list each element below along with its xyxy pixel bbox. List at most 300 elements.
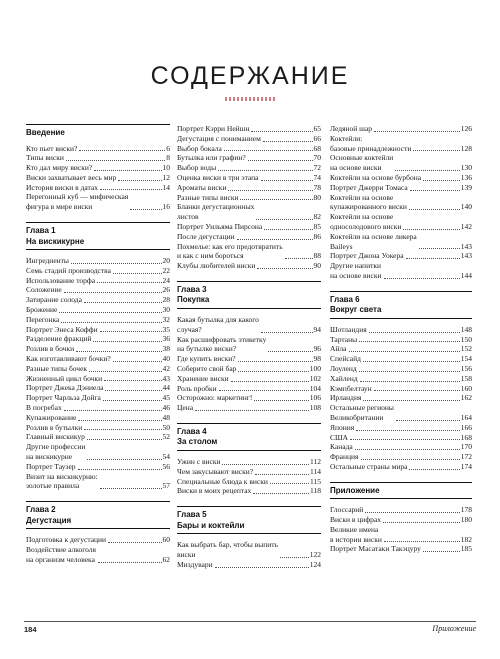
toc-entry[interactable] bbox=[330, 153, 472, 173]
toc-entry[interactable] bbox=[330, 423, 472, 433]
toc-entry[interactable] bbox=[177, 183, 321, 193]
dot-leader bbox=[261, 180, 313, 181]
toc-entry-page: 88 bbox=[313, 251, 321, 261]
toc-entry-title: Бланки дегустационных листов bbox=[177, 202, 255, 222]
toc-entry-title: В погребах bbox=[26, 403, 62, 413]
toc-entry[interactable] bbox=[177, 153, 321, 163]
dot-leader bbox=[263, 141, 313, 142]
toc-entry[interactable] bbox=[26, 364, 170, 374]
section-heading: Приложение bbox=[330, 482, 472, 500]
toc-entry-page: 20 bbox=[162, 256, 170, 266]
toc-entry[interactable] bbox=[26, 315, 170, 325]
toc-entry[interactable] bbox=[330, 183, 472, 193]
toc-entry[interactable] bbox=[330, 384, 472, 394]
toc-entry-page: 144 bbox=[460, 270, 472, 280]
dot-leader bbox=[64, 410, 162, 411]
toc-entry-title: Розлив в бутылки bbox=[26, 422, 83, 432]
toc-entry[interactable] bbox=[26, 183, 170, 193]
toc-entry[interactable] bbox=[330, 134, 472, 154]
toc-entry[interactable] bbox=[177, 124, 321, 134]
toc-entry[interactable] bbox=[177, 364, 321, 374]
dot-leader bbox=[76, 351, 161, 352]
toc-entry[interactable] bbox=[26, 334, 170, 344]
dot-leader bbox=[87, 459, 161, 460]
dot-leader bbox=[113, 361, 162, 362]
toc-entry-title: Хранение виски bbox=[177, 373, 229, 383]
dot-leader bbox=[355, 449, 460, 450]
toc-entry-title: Цена bbox=[177, 403, 194, 413]
toc-entry[interactable] bbox=[330, 403, 472, 423]
toc-entry-title: Остальные регионы Великобритании bbox=[330, 403, 394, 422]
toc-entry[interactable] bbox=[26, 403, 170, 413]
toc-entry-page: 124 bbox=[309, 559, 321, 569]
toc-entry-page: 130 bbox=[460, 163, 472, 173]
toc-entry-page: 102 bbox=[309, 373, 321, 383]
toc-entry-title: Хайленд bbox=[330, 373, 358, 383]
toc-entry-title: Шотландия bbox=[330, 324, 367, 334]
toc-entry-title: Виски в моих рецептах bbox=[177, 486, 252, 496]
toc-entry-page: 168 bbox=[460, 432, 472, 442]
toc-entry-page: 38 bbox=[162, 344, 170, 354]
toc-entry-title: Портрет Кэрри Нейшн bbox=[177, 124, 250, 133]
toc-entry-title: Лоуленд bbox=[330, 363, 357, 373]
toc-entry[interactable] bbox=[26, 325, 170, 335]
toc-entry-title: Коктейли на основе ликера Baileys bbox=[330, 231, 417, 251]
toc-entry-page: 94 bbox=[313, 324, 321, 334]
toc-entry-title: Коктейли на основе бурбона bbox=[330, 172, 422, 182]
toc-entry[interactable] bbox=[177, 393, 321, 403]
toc-entry[interactable] bbox=[26, 173, 170, 183]
toc-entry-title: Ужин с виски bbox=[177, 456, 221, 466]
dot-leader bbox=[78, 420, 161, 421]
dot-leader bbox=[384, 541, 460, 542]
toc-entry[interactable] bbox=[26, 432, 170, 442]
toc-entry-title: Портрет Таузер bbox=[26, 461, 76, 471]
toc-entry[interactable] bbox=[177, 144, 321, 154]
toc-entry[interactable] bbox=[330, 193, 472, 213]
toc-entry[interactable] bbox=[26, 256, 170, 266]
toc-entry-title: Воздействие алкоголя на организм человека bbox=[26, 545, 96, 564]
dot-leader bbox=[113, 273, 162, 274]
toc-entry-title: Кто пьет виски? bbox=[26, 143, 78, 153]
toc-entry-page: 36 bbox=[162, 334, 170, 344]
section-heading: Глава 5 bbox=[177, 506, 321, 521]
dot-leader bbox=[87, 439, 162, 440]
dot-leader bbox=[97, 282, 161, 283]
dot-leader bbox=[240, 199, 312, 200]
toc-entry[interactable] bbox=[177, 202, 321, 222]
toc-entry[interactable] bbox=[26, 305, 170, 315]
toc-entry-title: Как расшифровать этикетку на бутылке виски? bbox=[177, 334, 267, 354]
toc-entry-title: Коктейли на основе купажированного виски bbox=[330, 192, 407, 212]
toc-entry-page: 178 bbox=[460, 505, 472, 515]
dot-leader bbox=[264, 229, 312, 230]
toc-entry-title: Основные коктейли на основе виски bbox=[330, 153, 394, 173]
dot-leader bbox=[410, 190, 460, 191]
dot-leader bbox=[256, 219, 312, 220]
toc-entry[interactable] bbox=[330, 325, 472, 335]
toc-entry-title: Специальные блюда к виски bbox=[177, 476, 268, 486]
dot-leader bbox=[219, 390, 309, 391]
dot-leader bbox=[383, 522, 460, 523]
toc-entry[interactable] bbox=[330, 344, 472, 354]
toc-entry[interactable] bbox=[26, 374, 170, 384]
toc-entry-page: 139 bbox=[460, 182, 472, 192]
toc-entry-page: 48 bbox=[162, 412, 170, 422]
dot-leader bbox=[413, 150, 459, 151]
toc-entry-page: 96 bbox=[313, 344, 321, 354]
toc-entry-page: 14 bbox=[162, 182, 170, 192]
dot-leader bbox=[254, 400, 308, 401]
toc-entry-page: 72 bbox=[313, 163, 321, 173]
dot-leader bbox=[238, 361, 313, 362]
dot-leader bbox=[89, 371, 161, 372]
toc-entry[interactable] bbox=[26, 285, 170, 295]
toc-entry-title: Визит на вискикурню: золотые правила bbox=[26, 471, 98, 491]
dot-leader bbox=[237, 239, 313, 240]
toc-entry[interactable] bbox=[330, 462, 472, 472]
toc-entry[interactable] bbox=[26, 163, 170, 173]
toc-entry[interactable] bbox=[177, 315, 321, 335]
toc-entry-page: 108 bbox=[309, 403, 321, 413]
toc-entry[interactable] bbox=[26, 472, 170, 492]
toc-entry-page: 128 bbox=[460, 143, 472, 153]
dot-leader bbox=[363, 400, 459, 401]
section-heading: Бары и коктейли bbox=[177, 521, 321, 535]
section-heading: На вискикурне bbox=[26, 237, 170, 251]
toc-entry-page: 152 bbox=[460, 344, 472, 354]
toc-entry[interactable] bbox=[177, 193, 321, 203]
toc-entry-page: 115 bbox=[310, 476, 321, 486]
toc-entry[interactable] bbox=[177, 384, 321, 394]
section-heading: Глава 6 bbox=[330, 291, 472, 306]
toc-entry-page: 182 bbox=[460, 534, 472, 544]
section-heading: Введение bbox=[26, 124, 170, 139]
toc-entry[interactable] bbox=[26, 545, 170, 565]
toc-entry-page: 46 bbox=[162, 403, 170, 413]
toc-entry-title: Жизненный цикл бочки bbox=[26, 373, 103, 383]
toc-entry-page: 170 bbox=[460, 442, 472, 452]
dot-leader bbox=[118, 180, 161, 181]
dot-leader bbox=[108, 542, 161, 543]
section-heading: Дегустация bbox=[26, 516, 170, 530]
toc-entry[interactable] bbox=[26, 295, 170, 305]
section-heading: Вокруг света bbox=[330, 305, 472, 319]
toc-entry[interactable] bbox=[26, 383, 170, 393]
dot-leader bbox=[94, 170, 161, 171]
dot-leader bbox=[374, 131, 460, 132]
toc-entry-title: Кто дал миру виски? bbox=[26, 163, 93, 173]
toc-entry-page: 62 bbox=[162, 554, 170, 564]
toc-entry-page: 142 bbox=[460, 221, 472, 231]
toc-entry[interactable] bbox=[177, 242, 321, 262]
dot-leader bbox=[270, 483, 309, 484]
toc-entry-page: 156 bbox=[460, 363, 472, 373]
dot-leader bbox=[71, 263, 162, 264]
section-heading: Глава 1 bbox=[26, 222, 170, 237]
dot-leader bbox=[365, 512, 459, 513]
dot-leader bbox=[406, 258, 460, 259]
toc-entry[interactable] bbox=[26, 442, 170, 462]
toc-entry[interactable] bbox=[177, 540, 321, 560]
toc-entry[interactable] bbox=[330, 442, 472, 452]
toc-entry-page: 104 bbox=[309, 383, 321, 393]
toc-entry-page: 85 bbox=[313, 221, 321, 231]
dot-leader bbox=[64, 292, 162, 293]
dot-leader bbox=[369, 332, 460, 333]
toc-entry-page: 160 bbox=[460, 383, 472, 393]
toc-entry-title: Канада bbox=[330, 442, 353, 452]
dot-leader bbox=[231, 381, 309, 382]
toc-entry[interactable] bbox=[177, 261, 321, 271]
toc-entry[interactable] bbox=[26, 413, 170, 423]
page-number: 184 bbox=[24, 625, 37, 634]
toc-entry[interactable] bbox=[26, 144, 170, 154]
dot-leader bbox=[419, 248, 460, 249]
toc-entry-page: 172 bbox=[460, 452, 472, 462]
toc-entry[interactable] bbox=[177, 467, 321, 477]
toc-entry-page: 43 bbox=[162, 373, 170, 383]
dot-leader bbox=[255, 474, 309, 475]
toc-entry[interactable] bbox=[177, 477, 321, 487]
toc-entry-title: Осторожно: маркетинг! bbox=[177, 393, 253, 403]
toc-entry-page: 32 bbox=[162, 314, 170, 324]
toc-entry-page: 90 bbox=[313, 261, 321, 271]
dot-leader bbox=[360, 381, 460, 382]
toc-entry-title: Портрет Джерри Томаса bbox=[330, 182, 408, 192]
toc-entry-page: 56 bbox=[162, 461, 170, 471]
toc-entry-title: Портрет Уильяма Пирсона bbox=[177, 221, 263, 231]
dot-leader bbox=[257, 268, 312, 269]
toc-entry-page: 185 bbox=[460, 544, 472, 554]
toc-entry[interactable] bbox=[330, 354, 472, 364]
toc-entry[interactable] bbox=[177, 560, 321, 570]
dot-leader bbox=[253, 493, 309, 494]
toc-entry-page: 6 bbox=[166, 143, 170, 153]
toc-entry[interactable] bbox=[177, 134, 321, 144]
toc-entry-title: Разные типы бочек bbox=[26, 363, 88, 373]
toc-entry[interactable] bbox=[177, 173, 321, 183]
toc-entry-page: 106 bbox=[309, 393, 321, 403]
toc-entry-page: 44 bbox=[162, 383, 170, 393]
toc-entry[interactable] bbox=[177, 457, 321, 467]
toc-entry[interactable] bbox=[330, 261, 472, 281]
toc-entry[interactable] bbox=[26, 276, 170, 286]
toc-entry[interactable] bbox=[26, 153, 170, 163]
dot-leader bbox=[79, 150, 165, 151]
toc-column-3 bbox=[330, 124, 472, 554]
toc-entry-title: Главный вискикур bbox=[26, 432, 85, 442]
toc-entry-page: 45 bbox=[162, 393, 170, 403]
toc-entry-title: Оценка виски в три этапа bbox=[177, 172, 259, 182]
toc-entry[interactable] bbox=[330, 525, 472, 545]
toc-entry-title: Разные типы виски bbox=[177, 192, 239, 202]
toc-entry-page: 150 bbox=[460, 334, 472, 344]
toc-entry-title: Другие профессии на вискикурне bbox=[26, 442, 86, 462]
toc-entry[interactable] bbox=[177, 232, 321, 242]
toc-entry-page: 78 bbox=[313, 182, 321, 192]
dot-leader bbox=[396, 420, 460, 421]
toc-entry[interactable] bbox=[330, 173, 472, 183]
toc-entry-title: Как изготавливают бочки? bbox=[26, 354, 111, 364]
toc-entry-title: Где купить виски? bbox=[177, 354, 236, 364]
toc-entry-page: 180 bbox=[460, 515, 472, 524]
dot-leader bbox=[238, 371, 308, 372]
dot-leader bbox=[280, 557, 309, 558]
toc-entry-title: Типы виски bbox=[26, 153, 64, 163]
dot-leader bbox=[78, 469, 162, 470]
toc-entry-title: Соложение bbox=[26, 285, 62, 295]
toc-entry-page: 16 bbox=[162, 202, 170, 212]
toc-entry[interactable] bbox=[177, 335, 321, 355]
toc-entry-title: Брожение bbox=[26, 305, 58, 315]
toc-entry-page: 82 bbox=[313, 212, 321, 222]
toc-entry-page: 122 bbox=[309, 549, 321, 559]
dot-leader bbox=[423, 180, 460, 181]
toc-entry-page: 50 bbox=[162, 422, 170, 432]
toc-entry-page: 40 bbox=[162, 354, 170, 364]
toc-entry-title: Тартаны bbox=[330, 334, 358, 344]
dot-leader bbox=[361, 459, 460, 460]
dot-leader bbox=[409, 469, 459, 470]
dot-leader bbox=[100, 189, 162, 190]
toc-entry[interactable] bbox=[26, 535, 170, 545]
toc-entry[interactable] bbox=[177, 374, 321, 384]
toc-entry[interactable] bbox=[26, 393, 170, 403]
toc-entry-title: Другие напитки на основе виски bbox=[330, 261, 382, 280]
dot-leader bbox=[228, 190, 312, 191]
toc-entry-page: 66 bbox=[313, 133, 321, 143]
toc-entry-title: Чем закусывают виски? bbox=[177, 466, 254, 476]
toc-entry-page: 30 bbox=[162, 305, 170, 315]
toc-entry-title: Портрет Чарльза Дойга bbox=[26, 393, 101, 403]
toc-entry-title: Коктейли на основе односолодового виски bbox=[330, 212, 402, 231]
toc-entry-title: Ароматы виски bbox=[177, 182, 227, 192]
dot-leader bbox=[350, 439, 460, 440]
toc-entry-page: 54 bbox=[162, 452, 170, 462]
toc-entry[interactable] bbox=[330, 251, 472, 261]
dot-leader bbox=[84, 302, 162, 303]
dot-leader bbox=[103, 400, 162, 401]
toc-entry[interactable] bbox=[26, 344, 170, 354]
dot-leader bbox=[100, 488, 162, 489]
toc-entry-page: 162 bbox=[460, 393, 472, 403]
toc-entry[interactable] bbox=[330, 544, 472, 554]
toc-entry[interactable] bbox=[330, 212, 472, 232]
dot-leader bbox=[130, 209, 161, 210]
toc-entry-title: Бутылка или графин? bbox=[177, 153, 246, 163]
toc-column-1 bbox=[26, 124, 170, 565]
toc-entry[interactable] bbox=[330, 232, 472, 252]
toc-entry-title: Глоссарий bbox=[330, 505, 364, 515]
dot-leader bbox=[66, 160, 165, 161]
toc-entry-title: Соберите свой бар bbox=[177, 363, 237, 373]
dot-leader bbox=[395, 170, 460, 171]
dot-leader bbox=[363, 361, 460, 362]
toc-entry-page: 126 bbox=[460, 124, 472, 133]
toc-entry-title: Как выбрать бар, чтобы выпить виски bbox=[177, 540, 278, 559]
toc-entry-page: 143 bbox=[460, 251, 472, 261]
toc-entry-page: 112 bbox=[310, 456, 321, 466]
toc-entry[interactable] bbox=[330, 364, 472, 374]
toc-entry-title: Портрет Джона Уокера bbox=[330, 251, 404, 261]
footer-section: Приложение bbox=[432, 624, 476, 633]
toc-entry[interactable] bbox=[26, 423, 170, 433]
toc-entry-page: 8 bbox=[166, 153, 170, 163]
toc-entry[interactable] bbox=[330, 393, 472, 403]
toc-entry-page: 114 bbox=[310, 466, 321, 476]
toc-entry-page: 86 bbox=[313, 231, 321, 241]
toc-entry-title: Великие имена в истории виски bbox=[330, 524, 382, 544]
toc-entry-title: Франция bbox=[330, 452, 359, 462]
toc-entry-page: 136 bbox=[460, 172, 472, 182]
dot-leader bbox=[384, 278, 460, 279]
dot-leader bbox=[84, 429, 161, 430]
toc-entry-title: Роль пробки bbox=[177, 383, 217, 393]
toc-entry-page: 140 bbox=[460, 202, 472, 212]
toc-entry-title: Миздувари bbox=[177, 559, 213, 569]
toc-entry[interactable] bbox=[330, 505, 472, 515]
title-ornament bbox=[225, 97, 277, 101]
toc-entry-page: 57 bbox=[162, 481, 170, 491]
toc-entry[interactable] bbox=[177, 354, 321, 364]
toc-entry[interactable] bbox=[26, 462, 170, 472]
dot-leader bbox=[423, 551, 460, 552]
toc-entry[interactable] bbox=[177, 486, 321, 496]
toc-entry[interactable] bbox=[330, 433, 472, 443]
toc-entry-page: 68 bbox=[313, 143, 321, 153]
toc-entry-title: Коктейли: базовые принадлежности bbox=[330, 133, 412, 153]
toc-entry[interactable] bbox=[26, 266, 170, 276]
toc-entry-title: Портрет Масатаки Такэцуру bbox=[330, 544, 421, 554]
toc-entry[interactable] bbox=[330, 335, 472, 345]
dot-leader bbox=[93, 341, 161, 342]
dot-leader bbox=[268, 351, 312, 352]
dot-leader bbox=[356, 430, 460, 431]
toc-entry[interactable] bbox=[330, 452, 472, 462]
dot-leader bbox=[222, 464, 309, 465]
toc-entry[interactable] bbox=[177, 403, 321, 413]
toc-entry-title: Разделение фракций bbox=[26, 334, 92, 344]
toc-entry-title: Япония bbox=[330, 422, 355, 432]
toc-entry[interactable] bbox=[26, 192, 170, 212]
toc-entry[interactable] bbox=[26, 354, 170, 364]
dot-leader bbox=[248, 160, 313, 161]
toc-entry-title: История виски в датах bbox=[26, 182, 98, 192]
toc-entry-page: 74 bbox=[313, 172, 321, 182]
toc-entry-title: Айла bbox=[330, 344, 347, 354]
toc-entry[interactable] bbox=[330, 374, 472, 384]
toc-entry-page: 148 bbox=[460, 324, 472, 334]
toc-entry[interactable] bbox=[177, 163, 321, 173]
dot-leader bbox=[98, 562, 162, 563]
section-heading: Глава 2 bbox=[26, 501, 170, 516]
toc-entry-title: Кэмпбелтаун bbox=[330, 383, 372, 393]
toc-entry-title: Дегустация с пониманием bbox=[177, 133, 261, 143]
toc-entry-page: 52 bbox=[162, 432, 170, 442]
toc-entry-page: 26 bbox=[162, 285, 170, 295]
toc-entry[interactable] bbox=[177, 222, 321, 232]
toc-entry-page: 28 bbox=[162, 295, 170, 305]
toc-entry[interactable] bbox=[330, 124, 472, 134]
toc-entry-title: Подготовка к дегустации bbox=[26, 535, 107, 545]
toc-entry-page: 154 bbox=[460, 354, 472, 364]
toc-column-2 bbox=[177, 124, 321, 570]
dot-leader bbox=[359, 371, 460, 372]
dot-leader bbox=[59, 312, 161, 313]
toc-entry-page: 164 bbox=[460, 412, 472, 422]
toc-entry[interactable] bbox=[330, 515, 472, 525]
